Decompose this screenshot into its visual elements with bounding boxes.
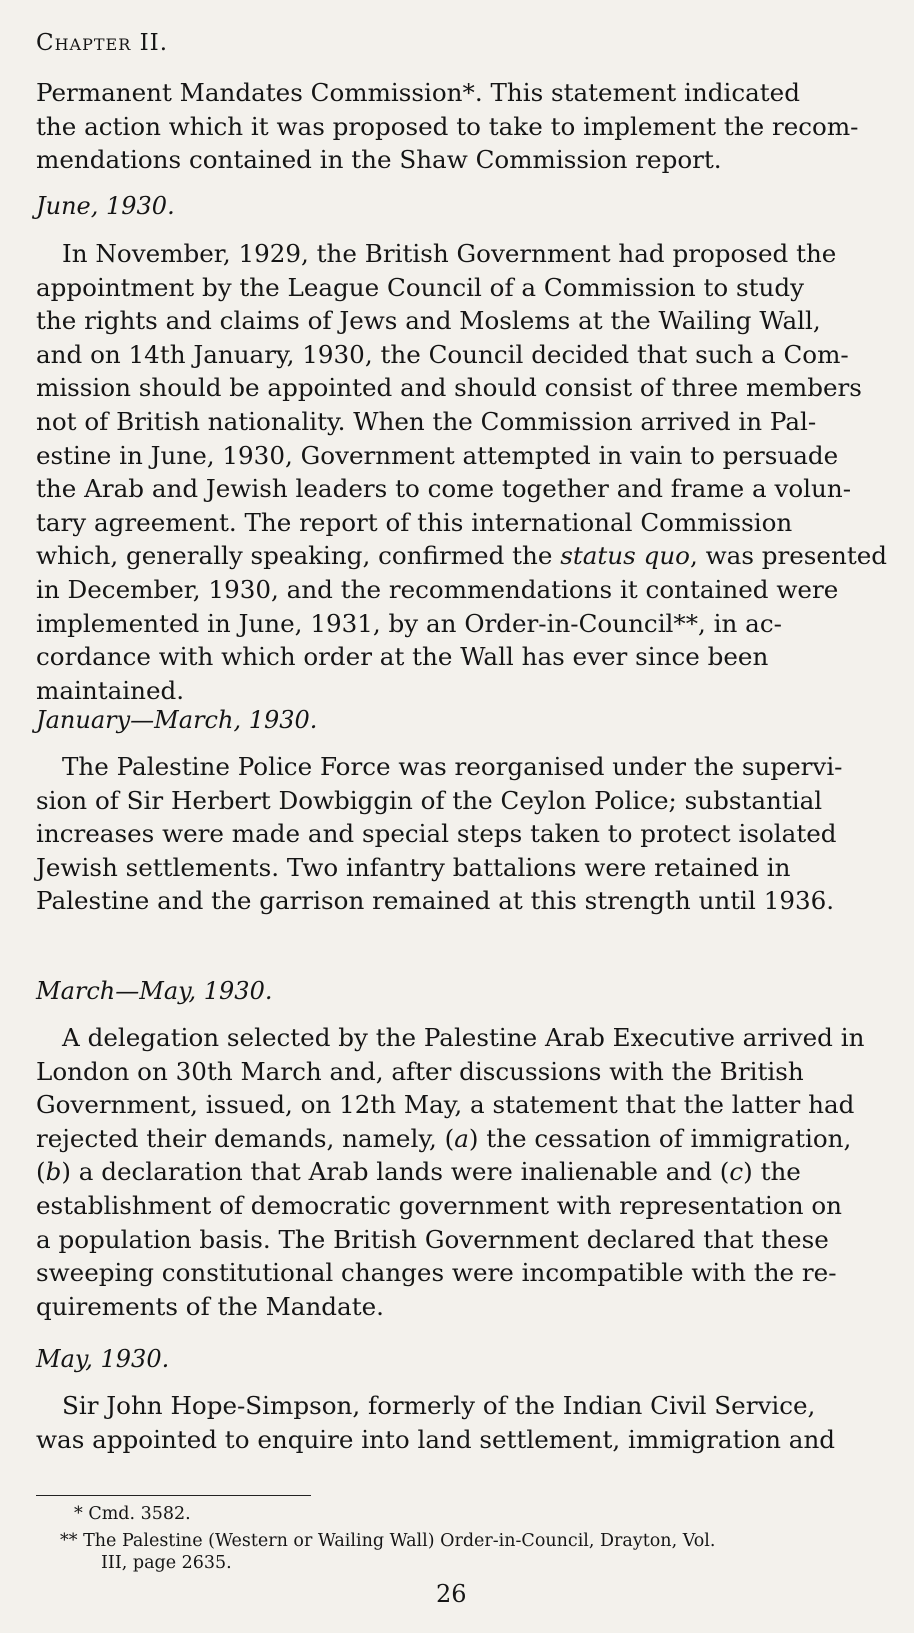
text-line: and on 14th January, 1930, the Council decided that such a Com-: [36, 339, 849, 369]
text-line: Government, issued, on 12th May, a statement that the latter had: [36, 1090, 855, 1120]
italic-status-quo: status quo: [560, 541, 690, 571]
text-line: the Arab and Jewish leaders to come together and frame a volun-: [36, 474, 852, 504]
date-june-1930: June, 1930.: [36, 192, 175, 220]
footnote-text: Cmd. 3582.: [88, 1504, 191, 1524]
text-line: estine in June, 1930, Government attempted in vain to persuade: [36, 440, 839, 470]
italic-list-marker: b: [45, 1157, 62, 1187]
text-line: rejected their demands, namely, (a) the cessation of immigration,: [36, 1123, 852, 1153]
date-january-march-1930: January—March, 1930.: [36, 706, 318, 734]
text-line: appointment by the League Council of a Commission to study: [36, 272, 805, 302]
text-line: which, generally speaking, confirmed the status quo, was presented: [36, 541, 888, 571]
text-line: maintained.: [36, 675, 185, 705]
italic-list-marker: c: [729, 1157, 744, 1187]
text-line: increases were made and special steps taken to protect isolated: [36, 819, 837, 849]
text-line: establishment of democratic government with representation on: [36, 1190, 843, 1220]
footnote-continuation: III, page 2635.: [101, 1553, 232, 1573]
text-line: the rights and claims of Jews and Moslems at the Wailing Wall,: [36, 306, 821, 336]
paragraph-hope-simpson: [36, 1389, 896, 1456]
text-line: mission should be appointed and should consist of three members: [36, 373, 862, 403]
text-line: Sir John Hope-Simpson, formerly of the Indian Civil Service,: [62, 1391, 816, 1420]
chapter-heading: Chapter II.: [36, 30, 169, 56]
text-line: not of British nationality. When the Commission arrived in Pal-: [36, 406, 817, 436]
paragraph-opening: [36, 76, 896, 177]
footnote-cmd: [74, 1503, 191, 1525]
text-line: in December, 1930, and the recommendations it contained were: [36, 574, 839, 604]
text-line: mendations contained in the Shaw Commission report.: [36, 145, 722, 175]
text-line: London on 30th March and, after discussions with the British: [36, 1056, 804, 1086]
text-line: quirements of the Mandate.: [36, 1291, 384, 1321]
footnote-order-in-council: [60, 1530, 896, 1574]
date-march-may-1930: March—May, 1930.: [36, 977, 273, 1005]
text-line: tary agreement. The report of this international Commission: [36, 507, 793, 537]
text-line: A delegation selected by the Palestine Arab Executive arrived in: [62, 1023, 865, 1052]
text-line: (b) a declaration that Arab lands were inalienable and (c) the: [36, 1157, 801, 1187]
paragraph-police-force: [36, 750, 896, 918]
text-line: Permanent Mandates Commission*. This statement indicated: [36, 78, 800, 107]
footnote-text: The Palestine (Western or Wailing Wall) Order-in-Council, Drayton, Vol.: [83, 1531, 716, 1551]
page-number: 26: [436, 1580, 467, 1608]
text-line: The Palestine Police Force was reorganised under the supervi-: [62, 752, 843, 781]
italic-list-marker: a: [454, 1123, 469, 1153]
text-line: Jewish settlements. Two infantry battalions were retained in: [36, 852, 791, 882]
text-line: In November, 1929, the British Government had proposed the: [62, 239, 837, 268]
paragraph-delegation: [36, 1021, 896, 1323]
text-line: a population basis. The British Government declared that these: [36, 1224, 829, 1254]
text-line: cordance with which order at the Wall has ever since been: [36, 642, 769, 672]
text-line: sweeping constitutional changes were incompatible with the re-: [36, 1258, 837, 1288]
footnote-divider: [36, 1495, 311, 1496]
paragraph-wailing-wall: [36, 237, 896, 707]
footnote-line: [60, 1530, 896, 1552]
text-line: was appointed to enquire into land settlement, immigration and: [36, 1424, 836, 1454]
text-line: the action which it was proposed to take to implement the recom-: [36, 111, 859, 141]
footnote-marker: **: [60, 1531, 78, 1551]
footnote-marker: *: [74, 1504, 83, 1524]
text-line: implemented in June, 1931, by an Order-in-Council**, in ac-: [36, 608, 782, 638]
text-line: sion of Sir Herbert Dowbiggin of the Ceylon Police; substantial: [36, 785, 823, 815]
date-may-1930: May, 1930.: [36, 1345, 170, 1373]
text-line: Palestine and the garrison remained at this strength until 1936.: [36, 886, 835, 916]
